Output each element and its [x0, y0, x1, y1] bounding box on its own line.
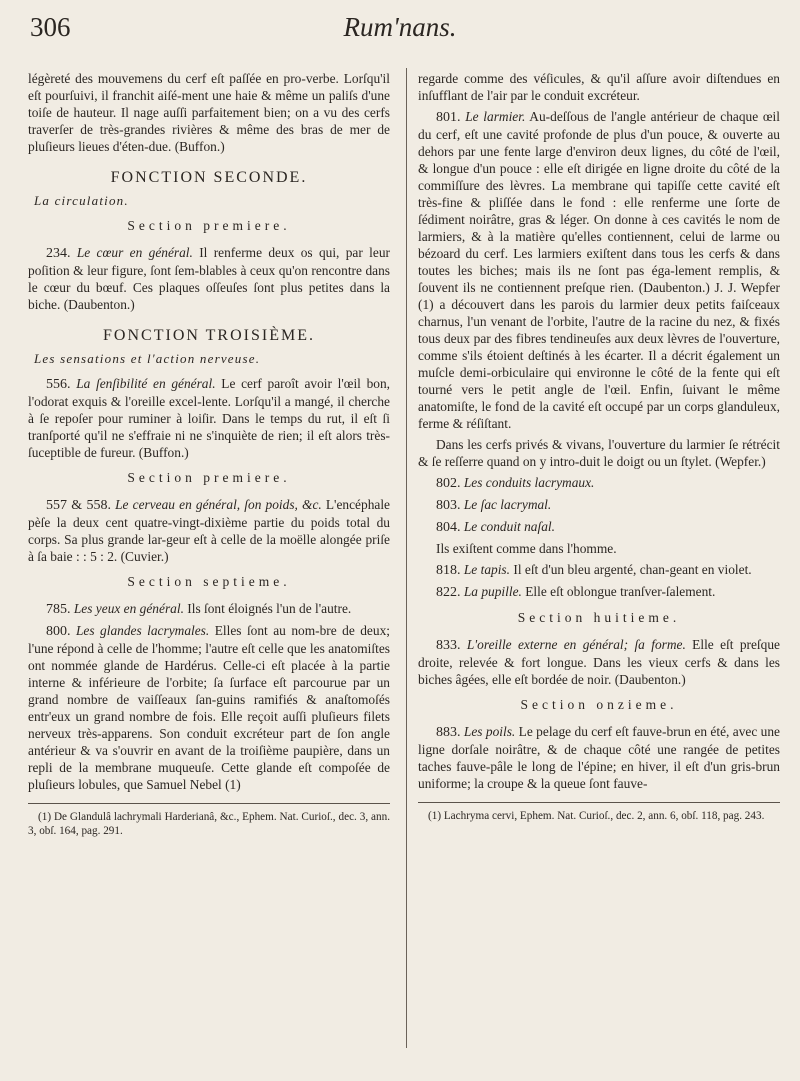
paragraph: regarde comme des véſicules, & qu'il aſſure avoir diſtendues en inſufflant de l'air par le conduit excréteur.	[418, 71, 780, 103]
article-234	[28, 244, 390, 313]
article-title: La pupille.	[463, 584, 522, 599]
article-number: 803.	[436, 498, 461, 513]
function-heading: FONCTION SECONDE.	[110, 169, 308, 186]
article-title: Le cœur en général.	[76, 245, 193, 260]
article-text: Il renferme deux os qui, par leur poſition & leur figure, ſont ſem-blables à ceux qu'on rencontre dans le cœur du bœuf. Ces plaques oſſeuſes ſont plus petites dans la biche. (Daubenton.)	[28, 245, 390, 312]
article-number: 802.	[436, 476, 461, 491]
function-heading: FONCTION TROISIÈME.	[103, 327, 315, 344]
article-803	[418, 496, 780, 514]
article-number: 557 & 558.	[46, 498, 111, 513]
article-text: Elle eſt preſque droite, relevée & fort longue. Dans les vieux cerfs & dans les biches âgées, elle eſt bordée de noir. (Daubenton.)	[418, 637, 780, 687]
article-883	[418, 723, 780, 792]
section-heading: Section premiere.	[127, 218, 291, 233]
article-text: L'encéphale pèſe la deux cent quatre-vingt-dixième partie du poids total du corps. Sa plus grande lar-geur eſt à celle de la moëlle alongée priſe à ſa baie : : 5 : 2. (Cuvier.)	[28, 497, 390, 564]
article-text: Ils ſont éloignés l'un de l'autre.	[187, 601, 352, 616]
article-number: 804.	[436, 520, 461, 535]
article-text: Elles ſont au nom-bre de deux; l'une répond à celle de l'homme; l'autre eſt celle que les anatomiſtes ont nommée glande de Hardérus. Celle-ci eſt placée à la partie interne & inférieure de l'orbite; ſa ſurface eſt parcourue par un grand nombre de vaiſſeaux ſan-guins ramifiés & anaſtomoſés entr'eux un grand nombre de fois. Elle reçoit auſſi pluſieurs filets nerveux très-apparens. Son conduit excréteur part de ſon angle antérieur & va s'ouvrir en avant de la troiſième paupière, dans un repli de la membrane muqueuſe. Cette glande eſt compoſée de pluſieurs lobules, que Samuel Nebel (1)	[28, 623, 390, 792]
article-title: Les glandes lacrymales.	[75, 623, 210, 638]
article-title: Les poils.	[463, 724, 516, 739]
article-556	[28, 375, 390, 461]
article-number: 234.	[46, 246, 71, 261]
article-785	[28, 600, 390, 618]
article-number: 801.	[436, 110, 461, 125]
article-title: Le larmier.	[465, 109, 526, 124]
article-title: Le tapis.	[463, 562, 510, 577]
chapter-subheading: La circulation.	[34, 193, 129, 208]
article-title: Le ſac lacrymal.	[463, 497, 552, 512]
article-802	[418, 474, 780, 492]
paragraph: légèreté des mouvemens du cerf eſt paſſée en pro-verbe. Lorſqu'il eſt pourſuivi, il franchit aiſé-ment une haie & même un paliſs d'une toiſe de hauteur. Il nage auſſi parfaitement bien; on a vu des cerfs traverſer de très-grandes rivières & même des bras de mer de pluſieurs lieues d'éten-due. (Buffon.)	[28, 71, 390, 154]
page-number: 306	[30, 12, 71, 42]
footnote: (1) Lachryma cervi, Ephem. Nat. Curioſ., dec. 2, ann. 6, obſ. 118, pag. 243.	[428, 810, 765, 822]
section-heading: Section premiere.	[127, 470, 291, 485]
article-title: L'oreille externe en général; ſa forme.	[466, 637, 686, 652]
article-number: 818.	[436, 563, 461, 578]
article-text: Le pelage du cerf eſt fauve-brun en été, avec une ligne dorſale noirâtre, & de chaque côté une rangée de petites taches fauve-pâle le long de l'épine; en hiver, il eſt d'un gris-brun uniforme; la croupe & la queue ſont fauve-	[418, 724, 780, 791]
article-title: La ſenſibilité en général.	[76, 376, 216, 391]
page-header	[30, 12, 770, 56]
article-number: 822.	[436, 585, 461, 600]
section-heading: Section onzieme.	[520, 697, 678, 712]
article-title: Le cerveau en général, ſon poids, &c.	[115, 497, 322, 512]
section-heading: Section huitieme.	[517, 610, 681, 625]
article-number: 800.	[46, 624, 71, 639]
article-text: Le cerf paroît avoir l'œil bon, l'odorat exquis & l'oreille excel-lente. Lorſqu'il a mangé, il cherche à ſe repoſer pour ruminer à loiſir. Dans le temps du rut, il eſt ſi tranſporté qu'il ne s'effraie ni ne s'inquiète de rien; il eſt alors très-ſuceptible de fureur. (Buffon.)	[28, 376, 390, 460]
article-822	[418, 583, 780, 601]
footnote-rule	[28, 803, 390, 804]
footnote: (1) De Glandulâ lachrymali Harderianâ, &c., Ephem. Nat. Curioſ., dec. 3, ann. 3, obſ. 164, pag. 291.	[28, 811, 390, 837]
article-title: Le conduit naſal.	[463, 519, 555, 534]
article-title: Les conduits lacrymaux.	[463, 475, 595, 490]
article-text: Il eſt d'un bleu argenté, chan-geant en violet.	[513, 562, 752, 577]
article-number: 785.	[46, 602, 71, 617]
article-833	[418, 636, 780, 688]
article-804	[418, 518, 780, 536]
right-column	[418, 70, 780, 823]
running-head: Rum'nans.	[343, 12, 457, 42]
chapter-subheading: Les sensations et l'action nerveuse.	[34, 351, 261, 366]
article-title: Les yeux en général.	[73, 601, 184, 616]
article-818	[418, 561, 780, 579]
section-heading: Section septieme.	[127, 574, 291, 589]
paragraph: Ils exiſtent comme dans l'homme.	[436, 541, 617, 556]
article-number: 883.	[436, 725, 461, 740]
paragraph: Dans les cerfs privés & vivans, l'ouverture du larmier ſe rétrécit & ſe reſſerre quand on y intro-duit le doigt ou un ſtylet. (Wepfer.)	[418, 437, 780, 469]
article-text: Au-deſſous de l'angle antérieur de chaque œil du cerf, eſt une cavité profonde de plus d'un pouce, & ouverte au dehors par une fente large d'environ deux lignes, du côté de l'œil, & longue d'un pouce : elle eſt dirigée en ligne droite du côté de la commiſſure des lèvres. La membrane qui tapiſſe cette cavité eſt très-fine & pliſſée dans le fond : elle renferme une ſorte de ſédiment noirâtre, gras & léger. On donne à ces cavités le nom de larmiers, & à la matière qu'elles contiennent, celui de larme ou bézoard du cerf. Les larmiers exiſtent dans tous les cerfs & dans toutes les biches; mais ils ne ſont pas éga-lement remplis, & ſouvent ils ne contiennent preſque rien. (Daubenton.) J. J. Wepfer (1) a découvert dans les parois du larmier deux petits faiſceaux charnus, l'un venant de l'orbite, l'autre de la racine du nez, & fixés tous deux par des fibres tendineuſes aux deux lèvres de l'ouverture, comme s'ils étoient deſtinés à les écarter. Il a décrit également un muſcle demi-orbiculaire qui environne le côté de la fente qui eſt tourné vers le petit angle de l'œil. Enfin, ſuivant le même anatomiſte, le fond de la cavité eſt occupé par un corps glanduleux, ferme & réſiſtant.	[418, 109, 780, 431]
footnote-rule	[418, 802, 780, 803]
article-557	[28, 496, 390, 565]
article-number: 833.	[436, 638, 461, 653]
article-801	[418, 108, 780, 432]
column-divider	[406, 68, 407, 1048]
article-number: 556.	[46, 377, 71, 392]
article-800	[28, 622, 390, 793]
left-column	[28, 70, 390, 838]
article-text: Elle eſt oblongue tranſver-ſalement.	[525, 584, 716, 599]
